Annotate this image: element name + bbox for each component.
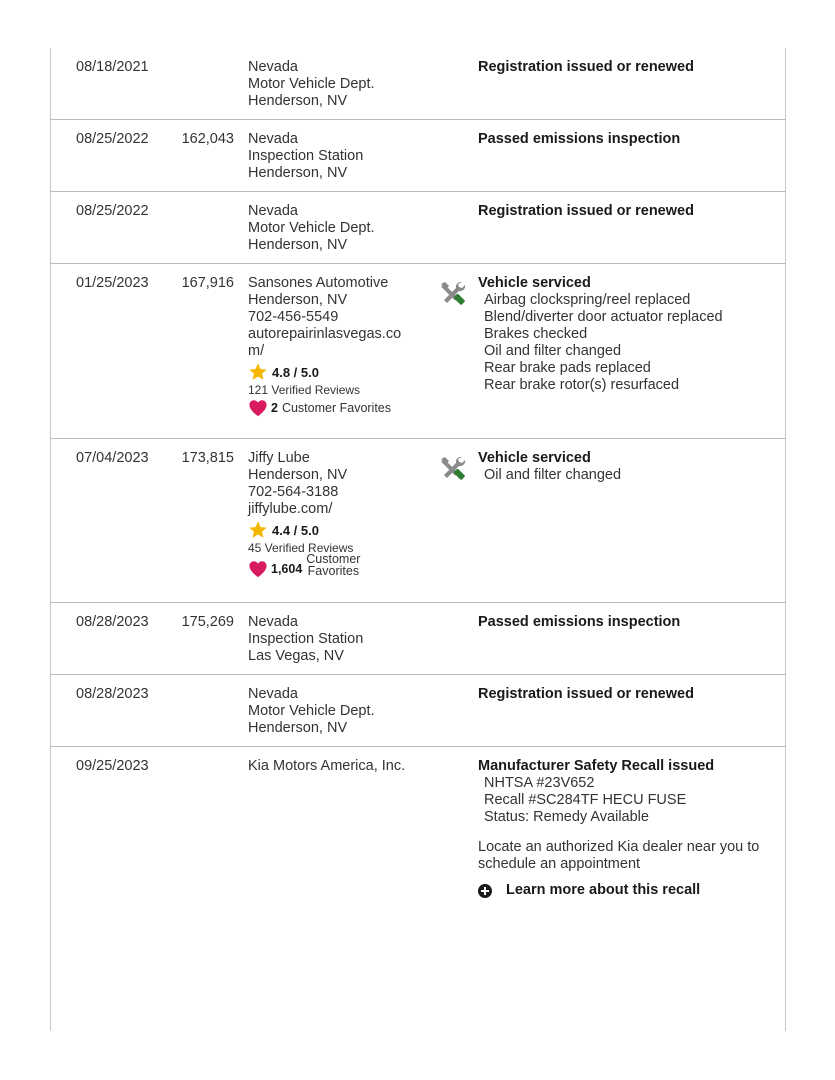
shop-website[interactable]: jiffylube.com/ bbox=[248, 501, 333, 517]
record-source: Nevada Inspection Station Henderson, NV bbox=[248, 131, 364, 181]
learn-more-recall-link[interactable]: Learn more about this recall bbox=[478, 882, 778, 899]
wrench-screwdriver-icon bbox=[436, 278, 468, 310]
shop-website[interactable]: m/ bbox=[248, 343, 265, 359]
shop-rating: 4.8 / 5.0 bbox=[248, 362, 430, 382]
record-title: Vehicle serviced bbox=[478, 275, 591, 291]
record-title: Registration issued or renewed bbox=[478, 203, 694, 219]
record-comments bbox=[478, 203, 778, 220]
record-date: 09/25/2023 bbox=[76, 758, 149, 774]
record-odometer: 175,269 bbox=[181, 614, 234, 630]
record-source: Kia Motors America, Inc. bbox=[248, 758, 406, 774]
review-count[interactable]: 45 Verified Reviews bbox=[248, 541, 354, 555]
record-comments bbox=[478, 758, 778, 899]
service-detail: Oil and filter changed bbox=[484, 467, 622, 483]
plus-circle-icon bbox=[478, 884, 492, 898]
recall-detail: NHTSA #23V652 bbox=[484, 775, 595, 791]
record-comments bbox=[478, 686, 778, 703]
record-comments bbox=[478, 131, 778, 148]
shop-phone[interactable]: 702-564-3188 bbox=[248, 484, 339, 500]
record-comments bbox=[478, 450, 778, 484]
record-date: 08/28/2023 bbox=[76, 686, 149, 702]
record-title: Passed emissions inspection bbox=[478, 131, 681, 147]
recall-detail: Status: Remedy Available bbox=[484, 809, 649, 825]
record-date: 08/25/2022 bbox=[76, 131, 149, 147]
record-odometer: 167,916 bbox=[181, 275, 234, 291]
record-comments bbox=[478, 59, 778, 76]
shop-name: Jiffy Lube bbox=[248, 450, 310, 466]
star-icon bbox=[248, 520, 268, 540]
wrench-screwdriver-icon bbox=[436, 453, 468, 485]
recall-detail: Recall #SC284TF HECU FUSE bbox=[484, 792, 687, 808]
record-comments bbox=[478, 614, 778, 631]
record-date: 08/25/2022 bbox=[76, 203, 149, 219]
history-records bbox=[50, 48, 786, 917]
heart-icon bbox=[248, 560, 268, 578]
service-detail: Brakes checked bbox=[484, 326, 588, 342]
table-row bbox=[50, 747, 786, 917]
service-detail: Oil and filter changed bbox=[484, 343, 622, 359]
service-detail: Airbag clockspring/reel replaced bbox=[484, 292, 691, 308]
record-source: Nevada Motor Vehicle Dept. Henderson, NV bbox=[248, 686, 375, 736]
record-source: Nevada Motor Vehicle Dept. Henderson, NV bbox=[248, 59, 375, 109]
table-row bbox=[50, 120, 786, 192]
record-date: 07/04/2023 bbox=[76, 450, 149, 466]
heart-icon bbox=[248, 399, 268, 417]
shop-rating: 4.4 / 5.0 bbox=[248, 520, 430, 540]
service-detail: Rear brake rotor(s) resurfaced bbox=[484, 377, 680, 393]
record-date: 08/28/2023 bbox=[76, 614, 149, 630]
star-icon bbox=[248, 362, 268, 382]
review-count[interactable]: 121 Verified Reviews bbox=[248, 383, 361, 397]
record-comments bbox=[478, 275, 778, 394]
dealer-note: Locate an authorized Kia dealer near you to schedule an appointment bbox=[478, 839, 760, 872]
table-row bbox=[50, 603, 786, 675]
shop-website[interactable]: autorepairinlasvegas.co bbox=[248, 326, 402, 342]
record-odometer: 173,815 bbox=[181, 450, 234, 466]
record-date: 01/25/2023 bbox=[76, 275, 149, 291]
shop-phone[interactable]: 702-456-5549 bbox=[248, 309, 339, 325]
table-row bbox=[50, 439, 786, 603]
record-source: Jiffy Lube Henderson, NV 702-564-3188 jiffylube.com/ 4.4 / 5.0 45 Verified Reviews 1,604 Customer Favorites bbox=[248, 450, 430, 581]
customer-favorites: 1,604 Customer Favorites bbox=[248, 557, 430, 581]
record-title: Registration issued or renewed bbox=[478, 59, 694, 75]
customer-favorites: 2 Customer Favorites bbox=[248, 399, 430, 417]
record-title: Registration issued or renewed bbox=[478, 686, 694, 702]
table-row bbox=[50, 264, 786, 439]
table-row bbox=[50, 48, 786, 120]
record-source: Sansones Automotive Henderson, NV 702-456-5549 autorepairinlasvegas.co m/ 4.8 / 5.0 121 Verified Reviews 2 Customer Favorites bbox=[248, 275, 430, 417]
record-title: Passed emissions inspection bbox=[478, 614, 681, 630]
record-odometer: 162,043 bbox=[181, 131, 234, 147]
record-source: Nevada Inspection Station Las Vegas, NV bbox=[248, 614, 364, 664]
record-source: Nevada Motor Vehicle Dept. Henderson, NV bbox=[248, 203, 375, 253]
service-detail: Blend/diverter door actuator replaced bbox=[484, 309, 723, 325]
record-date: 08/18/2021 bbox=[76, 59, 149, 75]
record-title: Manufacturer Safety Recall issued bbox=[478, 758, 715, 774]
shop-name: Sansones Automotive bbox=[248, 275, 389, 291]
service-detail: Rear brake pads replaced bbox=[484, 360, 651, 376]
table-row bbox=[50, 192, 786, 264]
table-row bbox=[50, 675, 786, 747]
record-title: Vehicle serviced bbox=[478, 450, 591, 466]
